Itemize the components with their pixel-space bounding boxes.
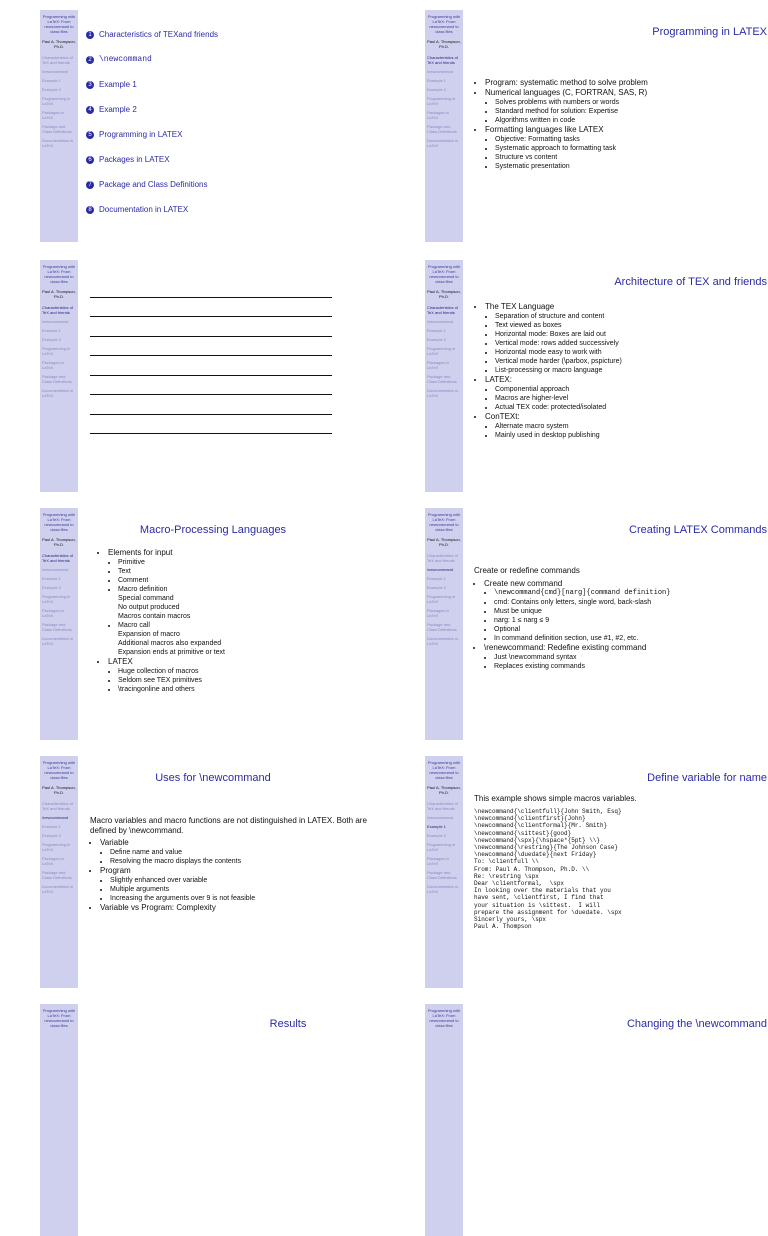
- sidebar-nav-item[interactable]: Programming in LaTeX: [427, 96, 456, 106]
- number-bullet-icon: 6: [86, 156, 94, 164]
- toc-item[interactable]: [86, 172, 218, 197]
- slide-title: Creating LATEX Commands: [629, 524, 767, 536]
- slide-macro-processing: [40, 508, 386, 740]
- bullet-item: • Numerical languages (C, FORTRAN, SAS, R) • Solves problems with numbers or words • Standard method for solution: Expertise • Algorithms written in code: [485, 88, 765, 125]
- sidebar: [425, 10, 463, 242]
- toc-item[interactable]: [86, 147, 218, 172]
- slide-creating-commands: [425, 508, 768, 740]
- sub-bullet-item: • Vertical mode harder (\parbox, pspicture): [495, 357, 765, 366]
- sub-bullet-item: • Comment: [118, 576, 380, 585]
- toc-item-label: Documentation in LATEX: [99, 205, 189, 214]
- sub-bullet-item: • Horizontal mode easy to work with: [495, 348, 765, 357]
- sidebar-nav-item[interactable]: Programming in LaTeX: [427, 842, 456, 852]
- sidebar-nav-item[interactable]: Packages in LaTeX: [42, 856, 64, 866]
- toc-item-label: Programming in LATEX: [99, 130, 183, 139]
- indented-text: Expansion of macro: [118, 631, 180, 638]
- sidebar-title: Programming with LaTeX: From newcommand to class files: [42, 1008, 76, 1028]
- toc-item[interactable]: [86, 22, 218, 47]
- sidebar-nav-item[interactable]: Example 1: [42, 328, 61, 333]
- sidebar-nav-item[interactable]: Programming in LaTeX: [42, 346, 71, 356]
- sub-bullet-item: • Standard method for solution: Expertise: [495, 107, 765, 116]
- sidebar-nav-item[interactable]: Package and Class Definitions: [427, 374, 457, 384]
- sub-bullet-item: • In command definition section, use #1, #2, etc.: [494, 634, 765, 643]
- toc-item-label: Packages in LATEX: [99, 155, 170, 164]
- sidebar-nav-item[interactable]: Characteristics of TeX and friends: [42, 553, 73, 563]
- sub-bullet-item: • Vertical mode: rows added successively: [495, 339, 765, 348]
- sidebar-nav-item[interactable]: Package and Class Definitions: [427, 870, 457, 880]
- sidebar-nav-item[interactable]: Example 1: [42, 824, 61, 829]
- sidebar-nav-item[interactable]: Package and Class Definitions: [42, 374, 72, 384]
- sidebar-nav-item[interactable]: Characteristics of TeX and friends: [427, 801, 458, 811]
- sidebar-nav-item[interactable]: Packages in LaTeX: [42, 110, 64, 120]
- sidebar-nav-item[interactable]: Example 1: [427, 78, 446, 83]
- note-line: [90, 317, 332, 337]
- sidebar-author: Paul A. Thompson, Ph.D.: [42, 537, 76, 547]
- bullet-item: • Create new command • \newcommand{cmd}[narg]{command definition} • cmd: Contains only letters, single word, back-slash • Must be unique • narg: 1 ≤ narg ≤ 9 • Optional • In command definition section, use #1, #2, etc.: [484, 579, 765, 643]
- indented-text: Expansion ends at primitive or text: [118, 649, 225, 656]
- sidebar-nav-item[interactable]: Documentation in LaTeX: [42, 636, 74, 646]
- indented-text: Special command: [118, 595, 174, 602]
- sidebar-nav-item[interactable]: Documentation in LaTeX: [42, 884, 74, 894]
- bullet-item: • The TEX Language • Separation of structure and content • Text viewed as boxes • Horizontal mode: Boxes are laid out • Vertical mode: rows added successively • Horizontal mode easy to work with • Vertical mode harder (\parbox, pspicture) • List-processing or macro language: [485, 302, 765, 375]
- sidebar-nav-item[interactable]: \newcommand: [42, 69, 69, 74]
- sub-bullet-item: • Alternate macro system: [495, 422, 765, 431]
- sidebar-nav-item[interactable]: Package and Class Definitions: [42, 124, 72, 134]
- bullet-item: • Variable • Define name and value • Resolving the macro displays the contents: [100, 838, 380, 866]
- note-line: [90, 298, 332, 318]
- intro-text: This example shows simple macros variables.: [474, 794, 637, 803]
- number-bullet-icon: 3: [86, 81, 94, 89]
- note-line: [90, 395, 332, 415]
- sidebar-nav-item[interactable]: Programming in LaTeX: [427, 594, 456, 604]
- sub-bullet-item: • Resolving the macro displays the contents: [110, 857, 380, 866]
- sidebar-nav-item[interactable]: Example 2: [42, 833, 61, 838]
- sub-bullet-item: • Replaces existing commands: [494, 662, 765, 671]
- sidebar-nav-item[interactable]: \newcommand: [427, 69, 454, 74]
- sidebar-nav-item[interactable]: Example 1: [42, 576, 61, 581]
- toc-item[interactable]: [86, 197, 218, 222]
- sidebar-nav-item[interactable]: Programming in LaTeX: [427, 346, 456, 356]
- sidebar: [40, 1004, 78, 1236]
- slide-body: [474, 794, 765, 930]
- sub-bullet-item: • Text viewed as boxes: [495, 321, 765, 330]
- sidebar-author: Paul A. Thompson, Ph.D.: [42, 289, 76, 299]
- slide-body: [90, 816, 380, 913]
- sub-bullet-item: • Algorithms written in code: [495, 116, 765, 125]
- slide-toc: [40, 10, 386, 242]
- sidebar-nav-item[interactable]: Programming in LaTeX: [42, 96, 71, 106]
- sidebar-nav-item[interactable]: Example 2: [42, 87, 61, 92]
- sidebar-nav-item[interactable]: Characteristics of TeX and friends: [42, 801, 73, 811]
- sidebar-author: Paul A. Thompson, Ph.D.: [427, 785, 461, 795]
- sub-bullet-item: • Text: [118, 567, 380, 576]
- sub-bullet-item: • Structure vs content: [495, 153, 765, 162]
- bullet-item: • \renewcommand: Redefine existing command • Just \newcommand syntax • Replaces existing commands: [484, 643, 765, 671]
- sub-bullet-item: • Increasing the arguments over 9 is not feasible: [110, 894, 380, 903]
- indented-text: Additional macros also expanded: [118, 640, 222, 647]
- sidebar: [40, 260, 78, 492]
- sidebar-nav-item[interactable]: \newcommand: [427, 567, 454, 572]
- sidebar-title: Programming with LaTeX: From newcommand to class files: [427, 512, 461, 532]
- sidebar-nav-item[interactable]: \newcommand: [427, 319, 454, 324]
- slide-title: Architecture of TEX and friends: [614, 276, 767, 288]
- sidebar-nav-item[interactable]: Programming in LaTeX: [42, 594, 71, 604]
- sidebar-author: Paul A. Thompson, Ph.D.: [427, 537, 461, 547]
- sidebar-nav-item[interactable]: Characteristics of TeX and friends: [427, 55, 458, 65]
- sidebar-nav-item[interactable]: Characteristics of TeX and friends: [427, 553, 458, 563]
- note-line: [90, 415, 332, 435]
- sidebar-title: Programming with LaTeX: From newcommand to class files: [42, 512, 76, 532]
- sidebar-title: Programming with LaTeX: From newcommand to class files: [427, 264, 461, 284]
- note-lines: [90, 278, 332, 434]
- slide-architecture: [425, 260, 768, 492]
- sub-bullet-item: • \newcommand{cmd}[narg]{command definition}: [494, 589, 765, 598]
- bullet-item: • LATEX • Huge collection of macros • Seldom see TEX primitives • \tracingonline and others: [108, 657, 380, 694]
- sidebar-author: Paul A. Thompson, Ph.D.: [427, 289, 461, 299]
- bullet-item: • Elements for input • Primitive • Text • Comment • Macro definition Special command No output produced Macros contain macros • Macro call Expansion of macro Additional macros also expanded Expansion ends at primitive or text: [108, 548, 380, 657]
- sidebar-nav-item[interactable]: Characteristics of TeX and friends: [42, 55, 73, 65]
- sidebar-nav-item[interactable]: Characteristics of TeX and friends: [427, 305, 458, 315]
- sidebar-title: Programming with LaTeX: From newcommand to class files: [42, 264, 76, 284]
- indented-text: No output produced: [118, 604, 180, 611]
- sidebar-nav-item[interactable]: Documentation in LaTeX: [42, 388, 74, 398]
- sidebar-nav-item[interactable]: Documentation in LaTeX: [427, 388, 459, 398]
- sidebar-nav-item[interactable]: Package and Class Definitions: [427, 622, 457, 632]
- sidebar-nav-item[interactable]: Example 1: [427, 328, 446, 333]
- slide-notes-lines: [40, 260, 386, 492]
- sidebar-title: Programming with LaTeX: From newcommand to class files: [42, 760, 76, 780]
- sidebar-title: Programming with LaTeX: From newcommand to class files: [427, 760, 461, 780]
- slide-title: Uses for \newcommand: [155, 772, 271, 784]
- slide-results: [40, 1004, 386, 1236]
- number-bullet-icon: 8: [86, 206, 94, 214]
- sub-bullet-item: • \tracingonline and others: [118, 685, 380, 694]
- sub-bullet-item: • Just \newcommand syntax: [494, 653, 765, 662]
- intro-text: Macro variables and macro functions are not distinguished in LATEX. Both are defined by \newcommand.: [90, 816, 367, 835]
- bullet-item: • Program: systematic method to solve problem: [485, 78, 765, 88]
- slide-title: Changing the \newcommand: [626, 1018, 767, 1030]
- number-bullet-icon: 5: [86, 131, 94, 139]
- sidebar: [425, 756, 463, 988]
- slide-title: Programming in LATEX: [652, 26, 767, 38]
- sidebar: [425, 1004, 463, 1236]
- slide-title: Define variable for name: [647, 772, 767, 784]
- slide-changing-newcommand: [425, 1004, 768, 1236]
- sidebar-title: Programming with LaTeX: From newcommand to class files: [427, 1008, 461, 1028]
- sidebar-nav-item[interactable]: Documentation in LaTeX: [42, 138, 74, 148]
- sub-bullet-item: • Mainly used in desktop publishing: [495, 431, 765, 440]
- toc-item[interactable]: [86, 97, 218, 122]
- sidebar-nav-item[interactable]: Example 1: [427, 824, 446, 829]
- toc-item-label: \newcommand: [99, 55, 152, 64]
- number-bullet-icon: 7: [86, 181, 94, 189]
- sub-bullet-item: • Separation of structure and content: [495, 312, 765, 321]
- sidebar: [40, 508, 78, 740]
- bullet-item: • LATEX: • Componential approach • Macros are higher-level • Actual TEX code: protected/isolated: [485, 375, 765, 412]
- sidebar-nav-item[interactable]: Example 2: [42, 337, 61, 342]
- indented-text: Macros contain macros: [118, 613, 191, 620]
- sidebar-nav-item[interactable]: Example 1: [42, 78, 61, 83]
- sub-bullet-item: • Multiple arguments: [110, 885, 380, 894]
- toc-item-label: Package and Class Definitions: [99, 180, 208, 189]
- sidebar-author: Paul A. Thompson, Ph.D.: [42, 39, 76, 49]
- sub-bullet-item: • cmd: Contains only letters, single word, back-slash: [494, 598, 765, 607]
- sub-bullet-item: • Optional: [494, 625, 765, 634]
- number-bullet-icon: 4: [86, 106, 94, 114]
- note-line: [90, 376, 332, 396]
- sub-bullet-item: • Solves problems with numbers or words: [495, 98, 765, 107]
- sidebar-nav-item[interactable]: Example 2: [427, 337, 446, 342]
- code-block: \newcommand{\clientfull}{John Smith, Esq} \newcommand{\clientfirst}{John} \newcommand{\clientformal}{Mr. Smith} \newcommand{\sittest}{good} \newcommand{\spx}{\hspace*{5pt} \\} \newcommand{\restring}{The Johnson Case} \newcommand{\duedate}{next Friday} To: \clientfull \\ From: Paul A. Thompson, Ph.D. \\ Re: \restring \spx Dear \clientformal, \spx In looking over the materials that you have sent, \clientfirst, I find that your situation is \sittest. I will prepare the assignment for \duedate. \spx Sincerly yours, \spx Paul A. Thompson: [474, 808, 622, 931]
- sidebar-nav-item[interactable]: Example 2: [42, 585, 61, 590]
- sub-bullet-item: • narg: 1 ≤ narg ≤ 9: [494, 616, 765, 625]
- sidebar: [425, 260, 463, 492]
- sidebar-nav-item[interactable]: Example 2: [427, 585, 446, 590]
- note-line: [90, 356, 332, 376]
- slide-define-variable: [425, 756, 768, 988]
- table-of-contents: [86, 22, 218, 222]
- sidebar-nav-item[interactable]: Packages in LaTeX: [42, 608, 64, 618]
- sidebar-nav-item[interactable]: Package and Class Definitions: [42, 622, 72, 632]
- sub-bullet-item: • Macro definition: [118, 585, 380, 594]
- sidebar-nav-item[interactable]: Documentation in LaTeX: [427, 636, 459, 646]
- sidebar-nav-item[interactable]: \newcommand: [42, 319, 69, 324]
- sidebar-title: Programming with LaTeX: From newcommand to class files: [427, 14, 461, 34]
- sidebar-nav-item[interactable]: Documentation in LaTeX: [427, 884, 459, 894]
- toc-item-label: Characteristics of TEXand friends: [99, 30, 219, 39]
- slide-body: [474, 566, 765, 671]
- toc-item[interactable]: [86, 72, 218, 97]
- sub-bullet-item: • Macros are higher-level: [495, 394, 765, 403]
- sidebar-nav-item[interactable]: Package and Class Definitions: [427, 124, 457, 134]
- sidebar-author: Paul A. Thompson, Ph.D.: [427, 39, 461, 49]
- sidebar-nav-item[interactable]: Packages in LaTeX: [42, 360, 64, 370]
- intro-text: Create or redefine commands: [474, 566, 580, 575]
- sidebar-nav-item[interactable]: Documentation in LaTeX: [427, 138, 459, 148]
- sidebar-nav-item[interactable]: \newcommand: [42, 815, 69, 820]
- note-line: [90, 278, 332, 298]
- sidebar-title: Programming with LaTeX: From newcommand to class files: [42, 14, 76, 34]
- sub-bullet-item: • Slightly enhanced over variable: [110, 876, 380, 885]
- slide-body: [475, 302, 765, 440]
- sub-bullet-item: • Componential approach: [495, 385, 765, 394]
- sub-bullet-item: • Seldom see TEX primitives: [118, 676, 380, 685]
- slide-body: [98, 548, 380, 694]
- note-line: [90, 337, 332, 357]
- number-bullet-icon: 1: [86, 31, 94, 39]
- slide-body: [475, 78, 765, 171]
- sub-bullet-item: • Horizontal mode: Boxes are laid out: [495, 330, 765, 339]
- toc-item[interactable]: [86, 122, 218, 147]
- sidebar-nav-item[interactable]: Characteristics of TeX and friends: [42, 305, 73, 315]
- sidebar-nav-item[interactable]: Example 2: [427, 87, 446, 92]
- sidebar-nav-item[interactable]: Example 1: [427, 576, 446, 581]
- sidebar-nav-item[interactable]: \newcommand: [42, 567, 69, 572]
- sub-bullet-item: • Objective: Formatting tasks: [495, 135, 765, 144]
- sub-bullet-item: • Must be unique: [494, 607, 765, 616]
- sidebar: [40, 10, 78, 242]
- sidebar-nav-item[interactable]: Packages in LaTeX: [427, 856, 449, 866]
- sub-bullet-item: • Systematic approach to formatting task: [495, 144, 765, 153]
- slide-title: Macro-Processing Languages: [139, 524, 287, 536]
- bullet-item: • Variable vs Program: Complexity: [100, 903, 380, 913]
- bullet-item: • Program • Slightly enhanced over variable • Multiple arguments • Increasing the arguments over 9 is not feasible: [100, 866, 380, 903]
- slide-programming: [425, 10, 768, 242]
- sidebar-nav-item[interactable]: Packages in LaTeX: [427, 110, 449, 120]
- number-bullet-icon: 2: [86, 56, 94, 64]
- sub-bullet-item: • Primitive: [118, 558, 380, 567]
- bullet-item: • ConTEXt: • Alternate macro system • Mainly used in desktop publishing: [485, 412, 765, 440]
- sidebar-nav-item[interactable]: Programming in LaTeX: [42, 842, 71, 852]
- slide-uses-newcommand: [40, 756, 386, 988]
- sidebar-nav-item[interactable]: Packages in LaTeX: [427, 608, 449, 618]
- sub-bullet-item: • Systematic presentation: [495, 162, 765, 171]
- toc-item[interactable]: [86, 47, 218, 72]
- sidebar-nav-item[interactable]: Package and Class Definitions: [42, 870, 72, 880]
- sidebar-nav-item[interactable]: \newcommand: [427, 815, 454, 820]
- sub-bullet-item: • Huge collection of macros: [118, 667, 380, 676]
- bullet-item: • Formatting languages like LATEX • Objective: Formatting tasks • Systematic approach to formatting task • Structure vs content • Systematic presentation: [485, 125, 765, 171]
- sidebar: [40, 756, 78, 988]
- toc-item-label: Example 1: [99, 80, 137, 89]
- slide-title: Results: [269, 1018, 307, 1030]
- sub-bullet-item: • List-processing or macro language: [495, 366, 765, 375]
- sidebar: [425, 508, 463, 740]
- toc-item-label: Example 2: [99, 105, 137, 114]
- sub-bullet-item: • Actual TEX code: protected/isolated: [495, 403, 765, 412]
- sub-bullet-item: • Macro call: [118, 621, 380, 630]
- sidebar-nav-item[interactable]: Example 2: [427, 833, 446, 838]
- sidebar-author: Paul A. Thompson, Ph.D.: [42, 785, 76, 795]
- sub-bullet-item: • Define name and value: [110, 848, 380, 857]
- sidebar-nav-item[interactable]: Packages in LaTeX: [427, 360, 449, 370]
